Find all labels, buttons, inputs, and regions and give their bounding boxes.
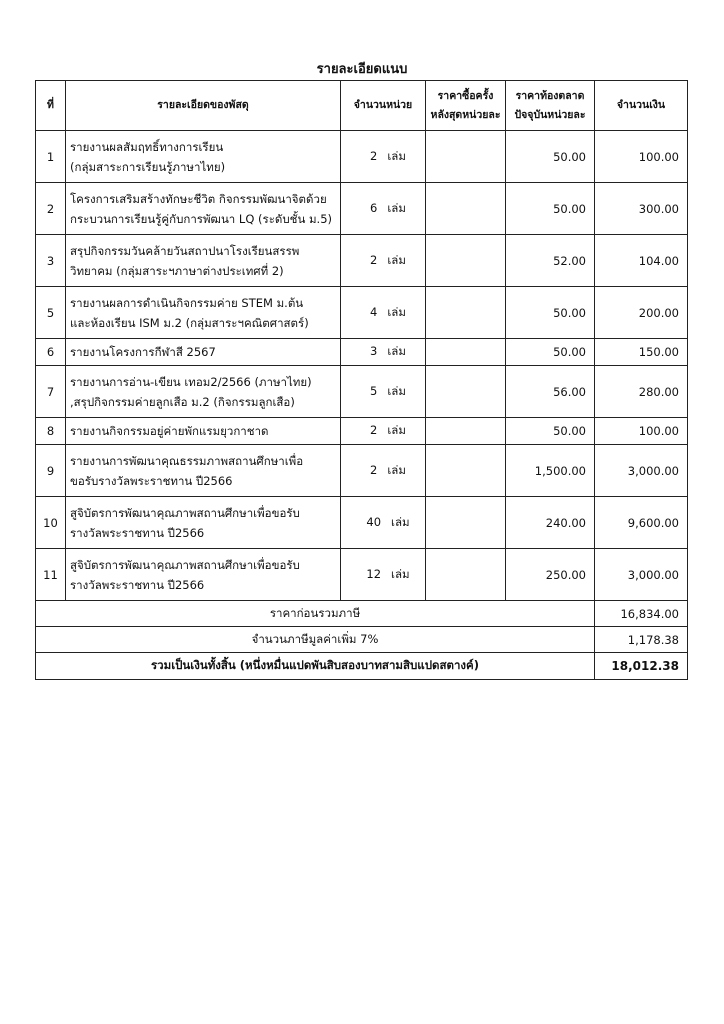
item-unit-price: 240.00 <box>506 497 595 549</box>
quantity-value: 2 <box>370 252 378 267</box>
item-quantity <box>341 445 426 497</box>
table-body <box>36 131 688 680</box>
row-number: 7 <box>36 366 66 418</box>
vat-value: 1,178.38 <box>595 627 688 653</box>
table-header-row <box>36 81 688 131</box>
quantity-value: 2 <box>370 423 378 437</box>
vat-row <box>36 627 688 653</box>
header-amount: จำนวนเงิน <box>595 81 688 131</box>
header-market-price <box>506 81 595 131</box>
quantity-unit: เล่ม <box>387 200 406 215</box>
item-description <box>66 339 341 366</box>
item-last-price <box>426 131 506 183</box>
quantity-value: 2 <box>370 148 378 163</box>
item-amount: 104.00 <box>595 235 688 287</box>
header-quantity: จำนวนหน่วย <box>341 81 426 131</box>
quantity-unit: เล่ม <box>387 304 406 319</box>
quantity-unit: เล่ม <box>387 423 406 437</box>
item-unit-price: 50.00 <box>506 131 595 183</box>
item-amount: 9,600.00 <box>595 497 688 549</box>
item-description-line2: กระบวนการเรียนรู้คู่กับการพัฒนา LQ (ระดับชั้น ม.5) <box>70 211 332 226</box>
grand-total-row <box>36 653 688 680</box>
details-table <box>35 80 688 680</box>
item-last-price <box>426 418 506 445</box>
item-amount: 3,000.00 <box>595 549 688 601</box>
item-unit-price: 50.00 <box>506 287 595 339</box>
grand-total-value: 18,012.38 <box>595 653 688 680</box>
quantity-value: 3 <box>370 344 378 358</box>
item-description-line2: ,สรุปกิจกรรมค่ายลูกเสือ ม.2 (กิจกรรมลูกเสือ) <box>70 394 295 409</box>
item-unit-price: 50.00 <box>506 418 595 445</box>
quantity-unit: เล่ม <box>387 148 406 163</box>
item-description-line2: รางวัลพระราชทาน ปี2566 <box>70 577 205 592</box>
item-unit-price: 50.00 <box>506 339 595 366</box>
item-quantity <box>341 287 426 339</box>
item-quantity <box>341 131 426 183</box>
table-row <box>36 445 688 497</box>
item-description-line2: และห้องเรียน ISM ม.2 (กลุ่มสาระฯคณิตศาสตร์) <box>70 315 309 330</box>
item-description-line1: รายงานการอ่าน-เขียน เทอม2/2566 (ภาษาไทย) <box>70 374 312 389</box>
grand-total-label: รวมเป็นเงินทั้งสิ้น (หนึ่งหมื่นแปดพันสิบสองบาทสามสิบแปดสตางค์) <box>36 653 595 680</box>
item-description <box>66 183 341 235</box>
item-description-line1: รายงานกิจกรรมอยู่ค่ายพักแรมยุวกาชาด <box>70 424 269 438</box>
quantity-value: 2 <box>370 462 378 477</box>
item-amount: 150.00 <box>595 339 688 366</box>
item-description-line1: สูจิบัตรการพัฒนาคุณภาพสถานศึกษาเพื่อขอรับ <box>70 505 300 520</box>
header-description: รายละเอียดของพัสดุ <box>66 81 341 131</box>
header-last-price-line1: ราคาซื้อครั้ง <box>437 89 494 102</box>
item-description-line2: วิทยาคม (กลุ่มสาระฯภาษาต่างประเทศที่ 2) <box>70 263 284 278</box>
item-description-line2: ขอรับรางวัลพระราชทาน ปี2566 <box>70 473 233 488</box>
quantity-value: 6 <box>370 200 378 215</box>
quantity-unit: เล่ม <box>387 252 406 267</box>
item-unit-price: 56.00 <box>506 366 595 418</box>
item-last-price <box>426 287 506 339</box>
item-description-line1: สูจิบัตรการพัฒนาคุณภาพสถานศึกษาเพื่อขอรับ <box>70 557 300 572</box>
header-no: ที่ <box>36 81 66 131</box>
item-amount: 280.00 <box>595 366 688 418</box>
subtotal-label: ราคาก่อนรวมภาษี <box>36 601 595 627</box>
row-number: 6 <box>36 339 66 366</box>
subtotal-row <box>36 601 688 627</box>
item-unit-price: 50.00 <box>506 183 595 235</box>
item-description <box>66 366 341 418</box>
item-amount: 100.00 <box>595 131 688 183</box>
quantity-unit: เล่ม <box>387 383 406 398</box>
item-description-line1: รายงานผลสัมฤทธิ์ทางการเรียน <box>70 139 224 154</box>
row-number: 1 <box>36 131 66 183</box>
item-quantity <box>341 549 426 601</box>
item-amount: 100.00 <box>595 418 688 445</box>
header-market-price-line1: ราคาท้องตลาด <box>515 89 585 102</box>
item-description-line2: (กลุ่มสาระการเรียนรู้ภาษาไทย) <box>70 159 226 174</box>
quantity-unit: เล่ม <box>387 344 406 358</box>
item-last-price <box>426 235 506 287</box>
item-description <box>66 497 341 549</box>
item-description <box>66 418 341 445</box>
item-last-price <box>426 497 506 549</box>
header-last-price-line2: หลังสุดหน่วยละ <box>430 108 501 121</box>
quantity-value: 12 <box>366 566 382 581</box>
item-amount: 3,000.00 <box>595 445 688 497</box>
quantity-unit: เล่ม <box>391 514 410 529</box>
item-amount: 200.00 <box>595 287 688 339</box>
row-number: 11 <box>36 549 66 601</box>
item-quantity <box>341 418 426 445</box>
item-quantity <box>341 183 426 235</box>
item-description <box>66 235 341 287</box>
table-row <box>36 366 688 418</box>
table-row <box>36 339 688 366</box>
row-number: 8 <box>36 418 66 445</box>
table-row <box>36 235 688 287</box>
table-row <box>36 287 688 339</box>
row-number: 3 <box>36 235 66 287</box>
item-unit-price: 250.00 <box>506 549 595 601</box>
row-number: 9 <box>36 445 66 497</box>
quantity-value: 40 <box>366 514 382 529</box>
item-description-line1: สรุปกิจกรรมวันคล้ายวันสถาปนาโรงเรียนสรรพ <box>70 243 300 258</box>
item-description <box>66 131 341 183</box>
item-description-line1: โครงการเสริมสร้างทักษะชีวิต กิจกรรมพัฒนาจิตด้วย <box>70 191 327 206</box>
row-number: 5 <box>36 287 66 339</box>
quantity-value: 5 <box>370 383 378 398</box>
item-quantity <box>341 497 426 549</box>
table-row <box>36 497 688 549</box>
item-last-price <box>426 445 506 497</box>
item-quantity <box>341 339 426 366</box>
item-last-price <box>426 339 506 366</box>
vat-label: จำนวนภาษีมูลค่าเพิ่ม 7% <box>36 627 595 653</box>
item-description-line1: รายงานโครงการกีฬาสี 2567 <box>70 345 216 359</box>
quantity-unit: เล่ม <box>387 462 406 477</box>
header-market-price-line2: ปัจจุบันหน่วยละ <box>514 108 586 121</box>
row-number: 2 <box>36 183 66 235</box>
quantity-unit: เล่ม <box>391 566 410 581</box>
table-row <box>36 549 688 601</box>
item-description <box>66 445 341 497</box>
item-last-price <box>426 183 506 235</box>
item-last-price <box>426 549 506 601</box>
item-description-line1: รายงานผลการดำเนินกิจกรรมค่าย STEM ม.ต้น <box>70 295 304 310</box>
item-description <box>66 549 341 601</box>
item-unit-price: 52.00 <box>506 235 595 287</box>
item-description-line1: รายงานการพัฒนาคุณธรรมภาพสถานศึกษาเพื่อ <box>70 453 304 468</box>
row-number: 10 <box>36 497 66 549</box>
page-title: รายละเอียดแนบ <box>316 62 408 77</box>
item-description <box>66 287 341 339</box>
item-description-line2: รางวัลพระราชทาน ปี2566 <box>70 525 205 540</box>
header-last-price <box>426 81 506 131</box>
table-row <box>36 131 688 183</box>
quantity-value: 4 <box>370 304 378 319</box>
table-row <box>36 418 688 445</box>
item-last-price <box>426 366 506 418</box>
item-amount: 300.00 <box>595 183 688 235</box>
subtotal-value: 16,834.00 <box>595 601 688 627</box>
table-row <box>36 183 688 235</box>
item-unit-price: 1,500.00 <box>506 445 595 497</box>
item-quantity <box>341 235 426 287</box>
item-quantity <box>341 366 426 418</box>
